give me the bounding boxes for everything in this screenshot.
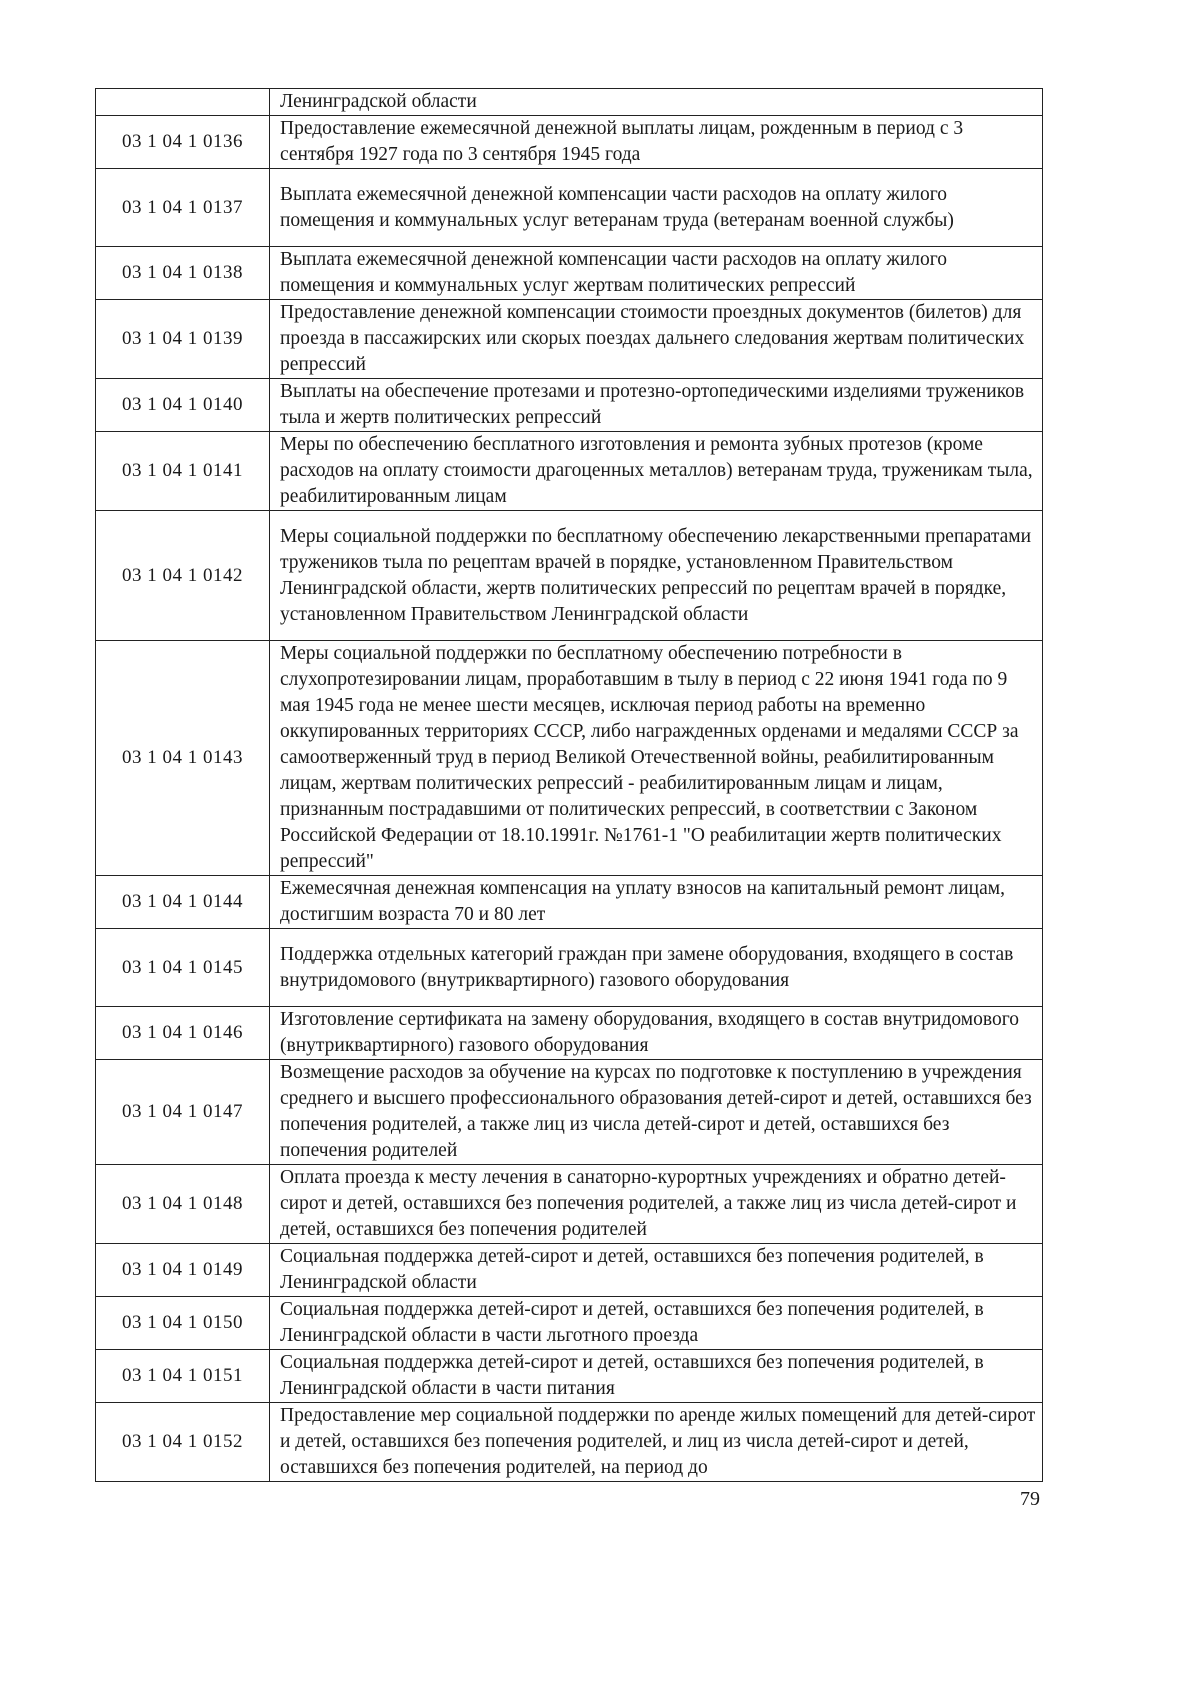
row-code: 03 1 04 1 0152 [96,1403,270,1482]
row-code: 03 1 04 1 0137 [96,169,270,247]
row-code: 03 1 04 1 0150 [96,1297,270,1350]
row-description: Изготовление сертификата на замену оборудования, входящего в состав внутридомового (внутриквартирного) газового оборудования [270,1007,1043,1060]
row-code: 03 1 04 1 0142 [96,511,270,641]
table-row [96,89,1043,116]
table-row [96,1060,1043,1165]
page-number: 79 [1020,1488,1040,1510]
row-description: Поддержка отдельных категорий граждан при замене оборудования, входящего в состав внутридомового (внутриквартирного) газового оборудования [270,929,1043,1007]
table-row [96,379,1043,432]
row-description: Ленинградской области [270,89,1043,116]
row-code: 03 1 04 1 0144 [96,876,270,929]
row-code: 03 1 04 1 0136 [96,116,270,169]
budget-codes-table [95,88,1043,1482]
row-description: Возмещение расходов за обучение на курсах по подготовке к поступлению в учреждения среднего и высшего профессионального образования детей-сирот и детей, оставшихся без попечения родителей, а также лиц из числа детей-сирот и детей, оставшихся без попечения родителей [270,1060,1043,1165]
row-description: Социальная поддержка детей-сирот и детей, оставшихся без попечения родителей, в Ленинградской области в части льготного проезда [270,1297,1043,1350]
row-description: Выплата ежемесячной денежной компенсации части расходов на оплату жилого помещения и коммунальных услуг ветеранам труда (ветеранам военной службы) [270,169,1043,247]
row-code: 03 1 04 1 0138 [96,247,270,300]
row-description: Ежемесячная денежная компенсация на уплату взносов на капитальный ремонт лицам, достигшим возраста 70 и 80 лет [270,876,1043,929]
table-row [96,1403,1043,1482]
table-row [96,1297,1043,1350]
row-code: 03 1 04 1 0139 [96,300,270,379]
table-row [96,1165,1043,1244]
row-code: 03 1 04 1 0141 [96,432,270,511]
row-description: Социальная поддержка детей-сирот и детей, оставшихся без попечения родителей, в Ленинградской области [270,1244,1043,1297]
row-description: Выплата ежемесячной денежной компенсации части расходов на оплату жилого помещения и коммунальных услуг жертвам политических репрессий [270,247,1043,300]
table-row [96,247,1043,300]
row-description: Предоставление денежной компенсации стоимости проездных документов (билетов) для проезда в пассажирских или скорых поездах дальнего следования жертвам политических репрессий [270,300,1043,379]
row-code: 03 1 04 1 0143 [96,641,270,876]
row-description: Предоставление ежемесячной денежной выплаты лицам, рожденным в период с 3 сентября 1927 года по 3 сентября 1945 года [270,116,1043,169]
table-row [96,169,1043,247]
table-row [96,641,1043,876]
row-code: 03 1 04 1 0151 [96,1350,270,1403]
table-row [96,929,1043,1007]
row-description: Оплата проезда к месту лечения в санаторно-курортных учреждениях и обратно детей-сирот и детей, оставшихся без попечения родителей, а также лиц из числа детей-сирот и детей, оставшихся без попечения родителей [270,1165,1043,1244]
table-row [96,1007,1043,1060]
row-code: 03 1 04 1 0145 [96,929,270,1007]
row-description: Предоставление мер социальной поддержки по аренде жилых помещений для детей-сирот и детей, оставшихся без попечения родителей, и лиц из числа детей-сирот и детей, оставшихся без попечения родителей, на период до [270,1403,1043,1482]
row-code: 03 1 04 1 0140 [96,379,270,432]
row-code: 03 1 04 1 0149 [96,1244,270,1297]
row-description: Меры по обеспечению бесплатного изготовления и ремонта зубных протезов (кроме расходов на оплату стоимости драгоценных металлов) ветеранам труда, труженикам тыла, реабилитированным лицам [270,432,1043,511]
table-row [96,1350,1043,1403]
row-code: 03 1 04 1 0146 [96,1007,270,1060]
table-row [96,1244,1043,1297]
row-description: Выплаты на обеспечение протезами и протезно-ортопедическими изделиями тружеников тыла и жертв политических репрессий [270,379,1043,432]
table-row [96,116,1043,169]
table-row [96,876,1043,929]
row-description: Социальная поддержка детей-сирот и детей, оставшихся без попечения родителей, в Ленинградской области в части питания [270,1350,1043,1403]
row-description: Меры социальной поддержки по бесплатному обеспечению потребности в слухопротезировании лицам, проработавшим в тылу в период с 22 июня 1941 года по 9 мая 1945 года не менее шести месяцев, исключая период работы на временно оккупированных территориях СССР, либо награжденных орденами и медалями СССР за самоотверженный труд в период Великой Отечественной войны, реабилитированным лицам, жертвам политических репрессий - реабилитированным лицам и лицам, признанным пострадавшими от политических репрессий, в соответствии с Законом Российской Федерации от 18.10.1991г. №1761-1 "О реабилитации жертв политических репрессий" [270,641,1043,876]
table-row [96,300,1043,379]
table-row [96,511,1043,641]
row-description: Меры социальной поддержки по бесплатному обеспечению лекарственными препаратами тружеников тыла по рецептам врачей в порядке, установленном Правительством Ленинградской области, жертв политических репрессий по рецептам врачей в порядке, установленном Правительством Ленинградской области [270,511,1043,641]
row-code: 03 1 04 1 0148 [96,1165,270,1244]
row-code: 03 1 04 1 0147 [96,1060,270,1165]
row-code [96,89,270,116]
table-row [96,432,1043,511]
